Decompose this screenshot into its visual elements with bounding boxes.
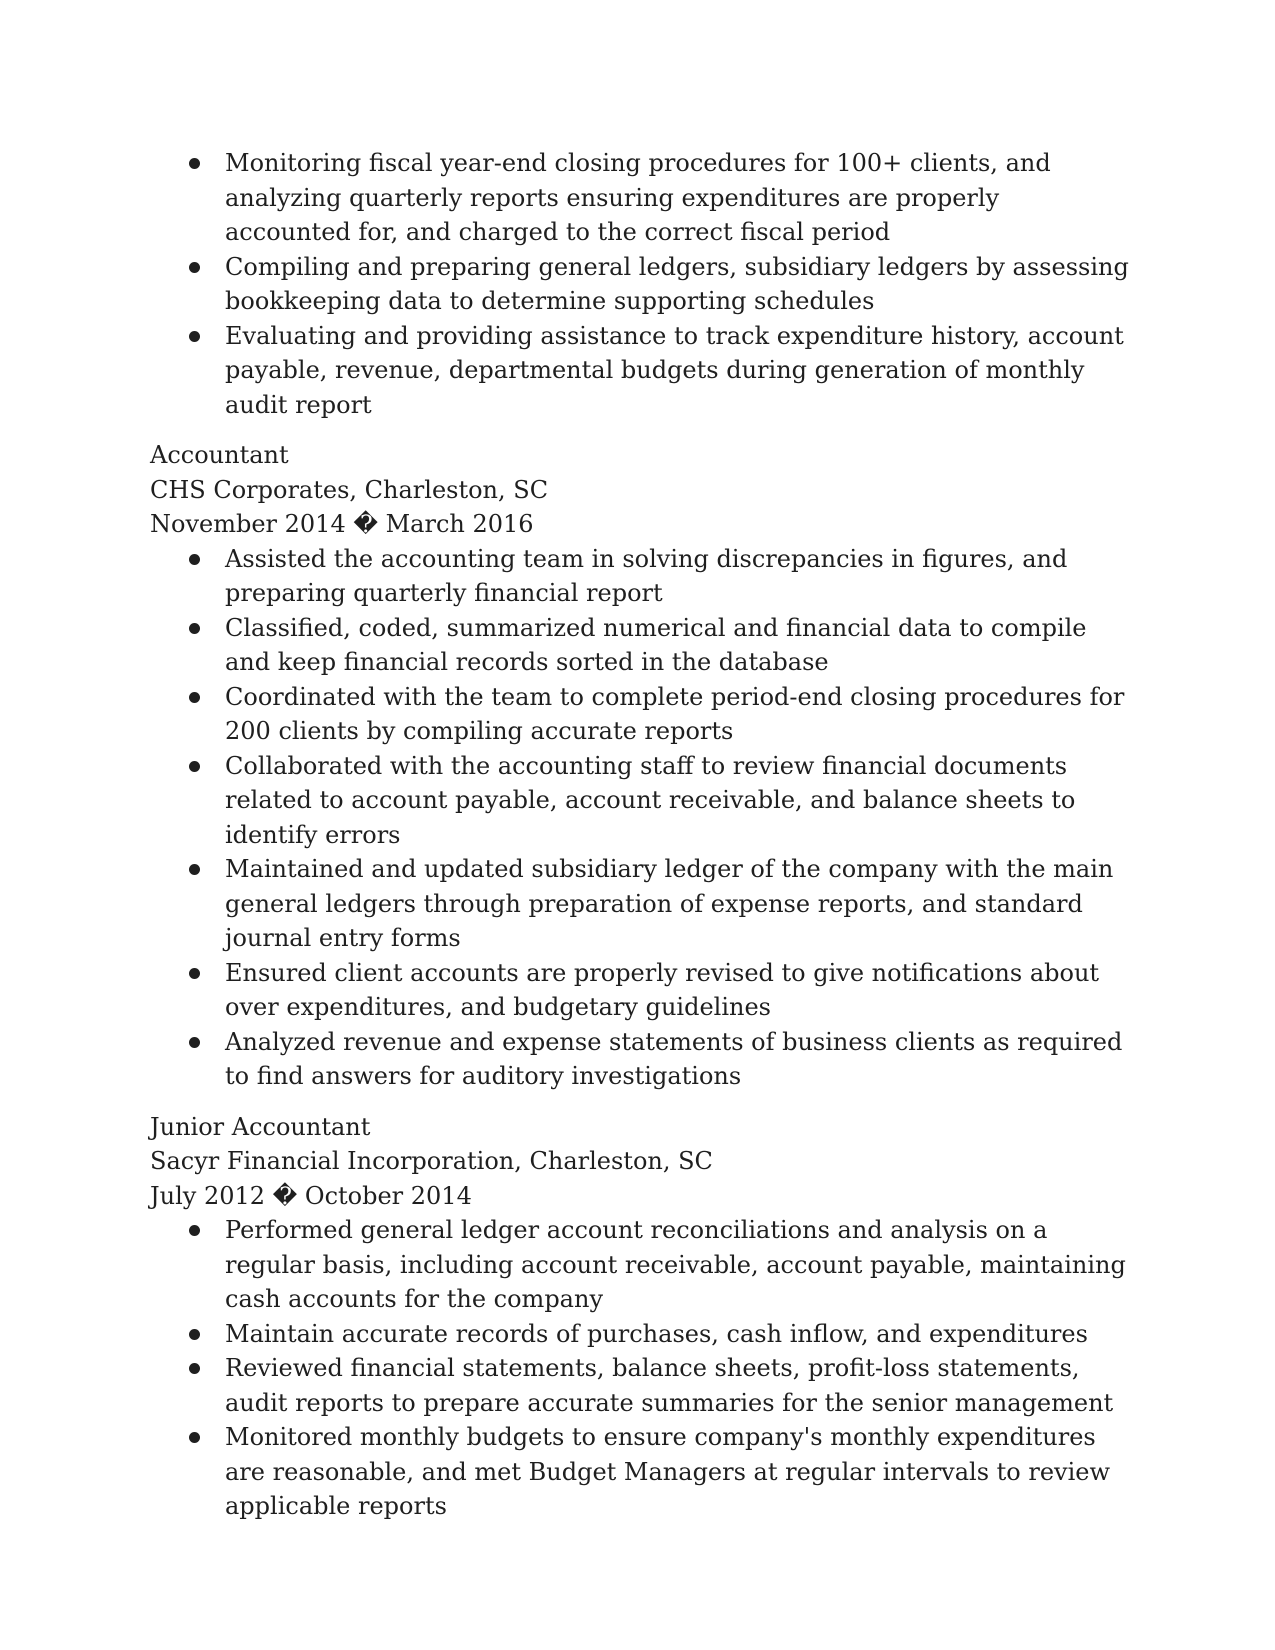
job-bullet-list [150,1213,1130,1524]
bullet-item: Reviewed financial statements, balance sheets, profit-loss statements, audit reports to prepare accurate summaries for the senior management [225,1351,1130,1420]
bullet-item: Performed general ledger account reconciliations and analysis on a regular basis, including account receivable, account payable, maintaining cash accounts for the company [225,1213,1130,1317]
bullet-item: Monitored monthly budgets to ensure company's monthly expenditures are reasonable, and met Budget Managers at regular intervals to review applicable reports [225,1420,1130,1524]
job-dates: November 2014 � March 2016 [150,510,534,538]
job-title: Junior Accountant [150,1112,371,1141]
bullet-item: Evaluating and providing assistance to track expenditure history, account payable, revenue, departmental budgets during generation of monthly audit report [225,319,1130,423]
bullet-item: Analyzed revenue and expense statements of business clients as required to find answers for auditory investigations [225,1025,1130,1094]
bullet-item: Collaborated with the accounting staff to review financial documents related to account payable, account receivable, and balance sheets to identify errors [225,749,1130,853]
resume-experience-section [150,146,1130,1524]
job-dates: July 2012 � October 2014 [150,1181,472,1210]
bullet-item: Ensured client accounts are properly revised to give notifications about over expenditures, and budgetary guidelines [225,956,1130,1025]
previous-role-bullet-list [150,146,1130,422]
job-entry-junior-accountant [150,1110,1130,1524]
bullet-item: Classified, coded, summarized numerical and financial data to compile and keep financial records sorted in the database [225,611,1130,680]
job-company: Sacyr Financial Incorporation, Charleston, SC [150,1147,713,1175]
bullet-item: Compiling and preparing general ledgers, subsidiary ledgers by assessing bookkeeping data to determine supporting schedules [225,250,1130,319]
bullet-item: Maintained and updated subsidiary ledger of the company with the main general ledgers through preparation of expense reports, and standard journal entry forms [225,852,1130,956]
bullet-item: Maintain accurate records of purchases, cash inflow, and expenditures [225,1317,1130,1352]
bullet-item: Assisted the accounting team in solving discrepancies in figures, and preparing quarterly financial report [225,542,1130,611]
bullet-item: Coordinated with the team to complete period-end closing procedures for 200 clients by compiling accurate reports [225,680,1130,749]
bullet-item: Monitoring fiscal year-end closing procedures for 100+ clients, and analyzing quarterly reports ensuring expenditures are properly accounted for, and charged to the correct fiscal period [225,146,1130,250]
job-company: CHS Corporates, Charleston, SC [150,475,549,504]
job-title: Accountant [150,441,289,469]
job-entry-accountant [150,438,1130,1094]
job-bullet-list [150,542,1130,1094]
